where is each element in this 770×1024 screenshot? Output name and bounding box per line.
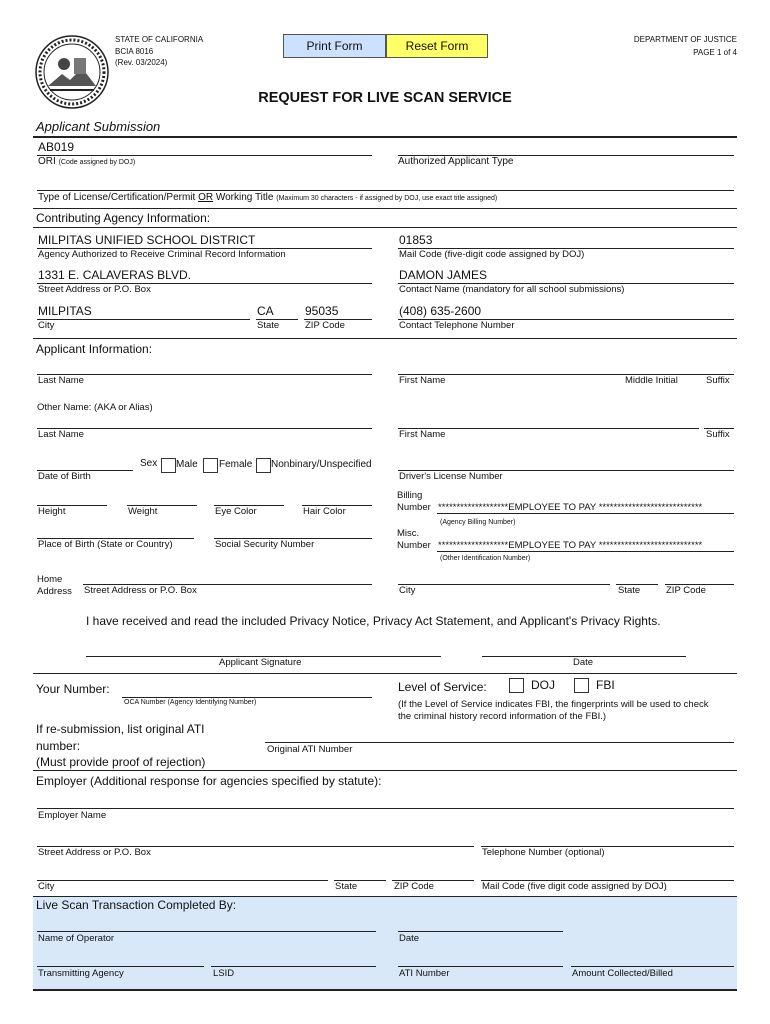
applicant-info-heading: Applicant Information:: [36, 342, 153, 356]
license-label: Type of License/Certification/Permit OR Working Title (Maximum 30 characters - if assigned by DOJ, use exact title assigned): [38, 192, 498, 203]
misc-note: (Other Identification Number): [440, 555, 531, 562]
agency-city-value[interactable]: MILPITAS: [38, 304, 92, 318]
ssn-label: Social Security Number: [215, 539, 315, 550]
billing-number-value[interactable]: *******************EMPLOYEE TO PAY ****************************: [438, 502, 703, 513]
employer-city-label: City: [38, 881, 55, 892]
home-street-label: Street Address or P.O. Box: [84, 585, 197, 596]
nonbinary-label: Nonbinary/Unspecified: [271, 459, 372, 470]
transmitting-agency-label: Transmitting Agency: [38, 968, 124, 979]
print-form-button[interactable]: Print Form: [283, 34, 386, 58]
agency-zip-value[interactable]: 95035: [305, 304, 339, 318]
hair-color-label: Hair Color: [303, 506, 346, 517]
transaction-heading: Live Scan Transaction Completed By:: [36, 898, 237, 912]
agency-state-value[interactable]: CA: [257, 304, 274, 318]
aka-suffix-label: Suffix: [706, 429, 730, 440]
form-id: BCIA 8016: [115, 47, 154, 56]
misc-label-b: Number: [397, 540, 431, 551]
billing-label-b: Number: [397, 502, 431, 513]
ati-number-label: ATI Number: [399, 968, 450, 979]
submission-heading: Applicant Submission: [36, 119, 161, 134]
middle-initial-label: Middle Initial: [625, 375, 678, 386]
female-label: Female: [219, 459, 253, 470]
ori-value[interactable]: AB019: [38, 140, 75, 154]
height-label: Height: [38, 506, 66, 517]
agency-state-label: State: [257, 320, 280, 331]
employer-mail-code-label: Mail Code (five digit code assigned by DOJ): [482, 881, 667, 892]
amount-collected-label: Amount Collected/Billed: [572, 968, 673, 979]
contact-phone-value[interactable]: (408) 635-2600: [399, 304, 482, 318]
page-number: PAGE 1 of 4: [693, 48, 737, 57]
fbi-checkbox[interactable]: [574, 678, 589, 693]
agency-zip-label: ZIP Code: [305, 320, 345, 331]
state-name: STATE OF CALIFORNIA: [115, 35, 204, 44]
form-title: REQUEST FOR LIVE SCAN SERVICE: [258, 90, 512, 106]
home-zip-label: ZIP Code: [666, 585, 706, 596]
home-city-label: City: [399, 585, 416, 596]
home-label-b: Address: [37, 586, 72, 597]
employer-street-label: Street Address or P.O. Box: [38, 847, 151, 858]
agency-city-label: City: [38, 320, 55, 331]
level-of-service-label: Level of Service:: [398, 680, 487, 694]
operator-name-label: Name of Operator: [38, 933, 115, 944]
doj-checkbox[interactable]: [509, 678, 524, 693]
form-revision: (Rev. 03/2024): [115, 58, 168, 67]
male-label: Male: [176, 459, 198, 470]
employer-zip-label: ZIP Code: [394, 881, 434, 892]
signature-date-label: Date: [573, 657, 594, 668]
department-name: DEPARTMENT OF JUSTICE: [633, 35, 737, 44]
reset-form-button[interactable]: Reset Form: [386, 34, 488, 58]
resubmission-line1: If re-submission, list original ATI: [36, 722, 205, 736]
applicant-signature-label: Applicant Signature: [219, 657, 302, 668]
contributing-agency-heading: Contributing Agency Information:: [36, 211, 211, 225]
fbi-label: FBI: [596, 678, 615, 692]
resubmission-line3: (Must provide proof of rejection): [36, 755, 206, 769]
place-of-birth-label: Place of Birth (State or Country): [38, 539, 173, 550]
privacy-statement: I have received and read the included Privacy Notice, Privacy Act Statement, and Applicant's Privacy Rights.: [86, 614, 661, 628]
eye-color-label: Eye Color: [215, 506, 257, 517]
fbi-note-line1: (If the Level of Service indicates FBI, the fingerprints will be used to check: [398, 699, 709, 710]
suffix-label: Suffix: [706, 375, 730, 386]
doj-label: DOJ: [531, 678, 555, 692]
home-label-a: Home: [37, 574, 63, 585]
dob-label: Date of Birth: [38, 471, 91, 482]
mail-code-label: Mail Code (five-digit code assigned by DOJ): [399, 249, 585, 260]
first-name-label: First Name: [399, 375, 446, 386]
nonbinary-checkbox[interactable]: [256, 458, 271, 473]
home-state-label: State: [618, 585, 641, 596]
contact-name-value[interactable]: DAMON JAMES: [399, 268, 488, 282]
agency-name-label: Agency Authorized to Receive Criminal Record Information: [38, 249, 286, 260]
original-ati-label: Original ATI Number: [267, 744, 353, 755]
agency-street-label: Street Address or P.O. Box: [38, 284, 151, 295]
billing-label-a: Billing: [397, 490, 423, 501]
misc-label-a: Misc.: [397, 528, 420, 539]
male-checkbox[interactable]: [161, 458, 176, 473]
weight-label: Weight: [128, 506, 158, 517]
contact-name-label: Contact Name (mandatory for all school submissions): [399, 284, 625, 295]
female-checkbox[interactable]: [203, 458, 218, 473]
sex-label: Sex: [140, 458, 158, 469]
other-name-label: Other Name: (AKA or Alias): [37, 402, 153, 413]
employer-phone-label: Telephone Number (optional): [482, 847, 605, 858]
misc-number-value[interactable]: *******************EMPLOYEE TO PAY ****************************: [438, 540, 703, 551]
oca-note: OCA Number (Agency Identifying Number): [124, 699, 257, 706]
agency-street-value[interactable]: 1331 E. CALAVERAS BLVD.: [38, 268, 191, 282]
fbi-note-line2: the criminal history record information of the FBI.): [398, 711, 607, 722]
transaction-date-label: Date: [399, 933, 420, 944]
contact-phone-label: Contact Telephone Number: [399, 320, 515, 331]
ori-label: ORI (Code assigned by DOJ): [38, 156, 136, 167]
your-number-label: Your Number:: [36, 682, 110, 696]
lsid-label: LSID: [213, 968, 235, 979]
employer-heading: Employer (Additional response for agencies specified by statute):: [36, 774, 382, 788]
resubmission-line2: number:: [36, 739, 81, 753]
employer-name-label: Employer Name: [38, 810, 107, 821]
drivers-license-label: Driver's License Number: [399, 471, 503, 482]
employer-state-label: State: [335, 881, 358, 892]
aka-first-name-label: First Name: [399, 429, 446, 440]
billing-note: (Agency Billing Number): [440, 519, 516, 526]
authorized-applicant-type-label: Authorized Applicant Type: [398, 156, 514, 167]
last-name-label: Last Name: [38, 375, 84, 386]
agency-name-value[interactable]: MILPITAS UNIFIED SCHOOL DISTRICT: [38, 233, 256, 247]
mail-code-value[interactable]: 01853: [399, 233, 433, 247]
aka-last-name-label: Last Name: [38, 429, 84, 440]
